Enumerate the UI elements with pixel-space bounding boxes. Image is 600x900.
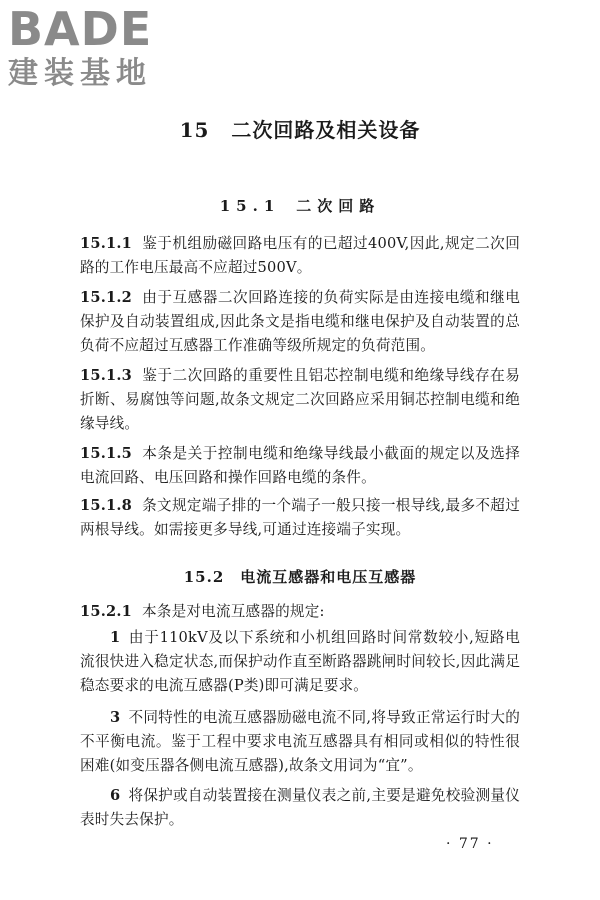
clause-text: 由于互感器二次回路连接的负荷实际是由连接电缆和继电保护及自动装置组成,因此条文是指电缆和继电保护及自动装置的总负荷不应超过互感器工作准确等级所规定的负荷范围。	[80, 289, 520, 354]
clause-text: 条文规定端子排的一个端子一般只接一根导线,最多不超过两根导线。如需接更多导线,可通过连接端子实现。	[80, 497, 520, 538]
clause-15-1-2	[80, 286, 520, 358]
publisher-logo	[8, 4, 188, 92]
section-title-transformers	[0, 566, 600, 587]
item-number: 1	[110, 629, 121, 646]
clause-text: 本条是关于控制电缆和绝缘导线最小截面的规定以及选择电流回路、电压回路和操作回路电缆的条件。	[80, 445, 520, 486]
item-text: 不同特性的电流互感器励磁电流不同,将导致正常运行时大的不平衡电流。鉴于工程中要求电流互感器具有相同或相似的特性很困难(如变压器各侧电流互感器),故条文用词为“宜”。	[80, 709, 520, 774]
item-text: 将保护或自动装置接在测量仪表之前,主要是避免校验测量仪表时失去保护。	[80, 787, 520, 828]
chapter-number: 15	[179, 118, 210, 142]
list-item-6	[80, 784, 520, 832]
item-number: 3	[110, 709, 121, 726]
section-title-text: 二次回路	[296, 197, 381, 215]
clause-15-1-5	[80, 442, 520, 490]
logo-subtitle: 建装基地	[8, 56, 152, 91]
chapter-title	[0, 114, 600, 143]
clause-15-2-1	[80, 600, 520, 624]
list-item-3	[80, 706, 520, 778]
clause-number: 15.1.3	[80, 367, 132, 384]
clause-15-1-1	[80, 232, 520, 280]
clause-number: 15.1.8	[80, 497, 132, 514]
chapter-title-text: 二次回路及相关设备	[231, 118, 421, 142]
clause-text: 鉴于二次回路的重要性且铝芯控制电缆和绝缘导线存在易折断、易腐蚀等问题,故条文规定二次回路应采用铜芯控制电缆和绝缘导线。	[80, 367, 520, 432]
section-title-text: 电流互感器和电压互感器	[240, 568, 417, 586]
item-text: 由于110kV及以下系统和小机组回路时间常数较小,短路电流很快进入稳定状态,而保护动作直至断路器跳闸时间较长,因此满足稳态要求的电流互感器(P类)即可满足要求。	[80, 629, 520, 694]
section-number: 15.2	[183, 568, 225, 586]
item-number: 6	[110, 787, 121, 804]
clause-text: 本条是对电流互感器的规定:	[141, 603, 325, 620]
clause-text: 鉴于机组励磁回路电压有的已超过400V,因此,规定二次回路的工作电压最高不应超过500V。	[80, 235, 520, 276]
section-title-secondary-circuit	[0, 195, 600, 216]
clause-number: 15.1.2	[80, 289, 132, 306]
list-item-1	[80, 626, 520, 698]
page-number: · 77 ·	[446, 836, 494, 852]
clause-15-1-8	[80, 494, 520, 542]
clause-15-1-3	[80, 364, 520, 436]
clause-number: 15.1.5	[80, 445, 132, 462]
clause-number: 15.2.1	[80, 603, 132, 620]
section-number: 15.1	[219, 197, 281, 215]
clause-number: 15.1.1	[80, 235, 132, 252]
logo-wordmark: BADE	[8, 2, 153, 56]
